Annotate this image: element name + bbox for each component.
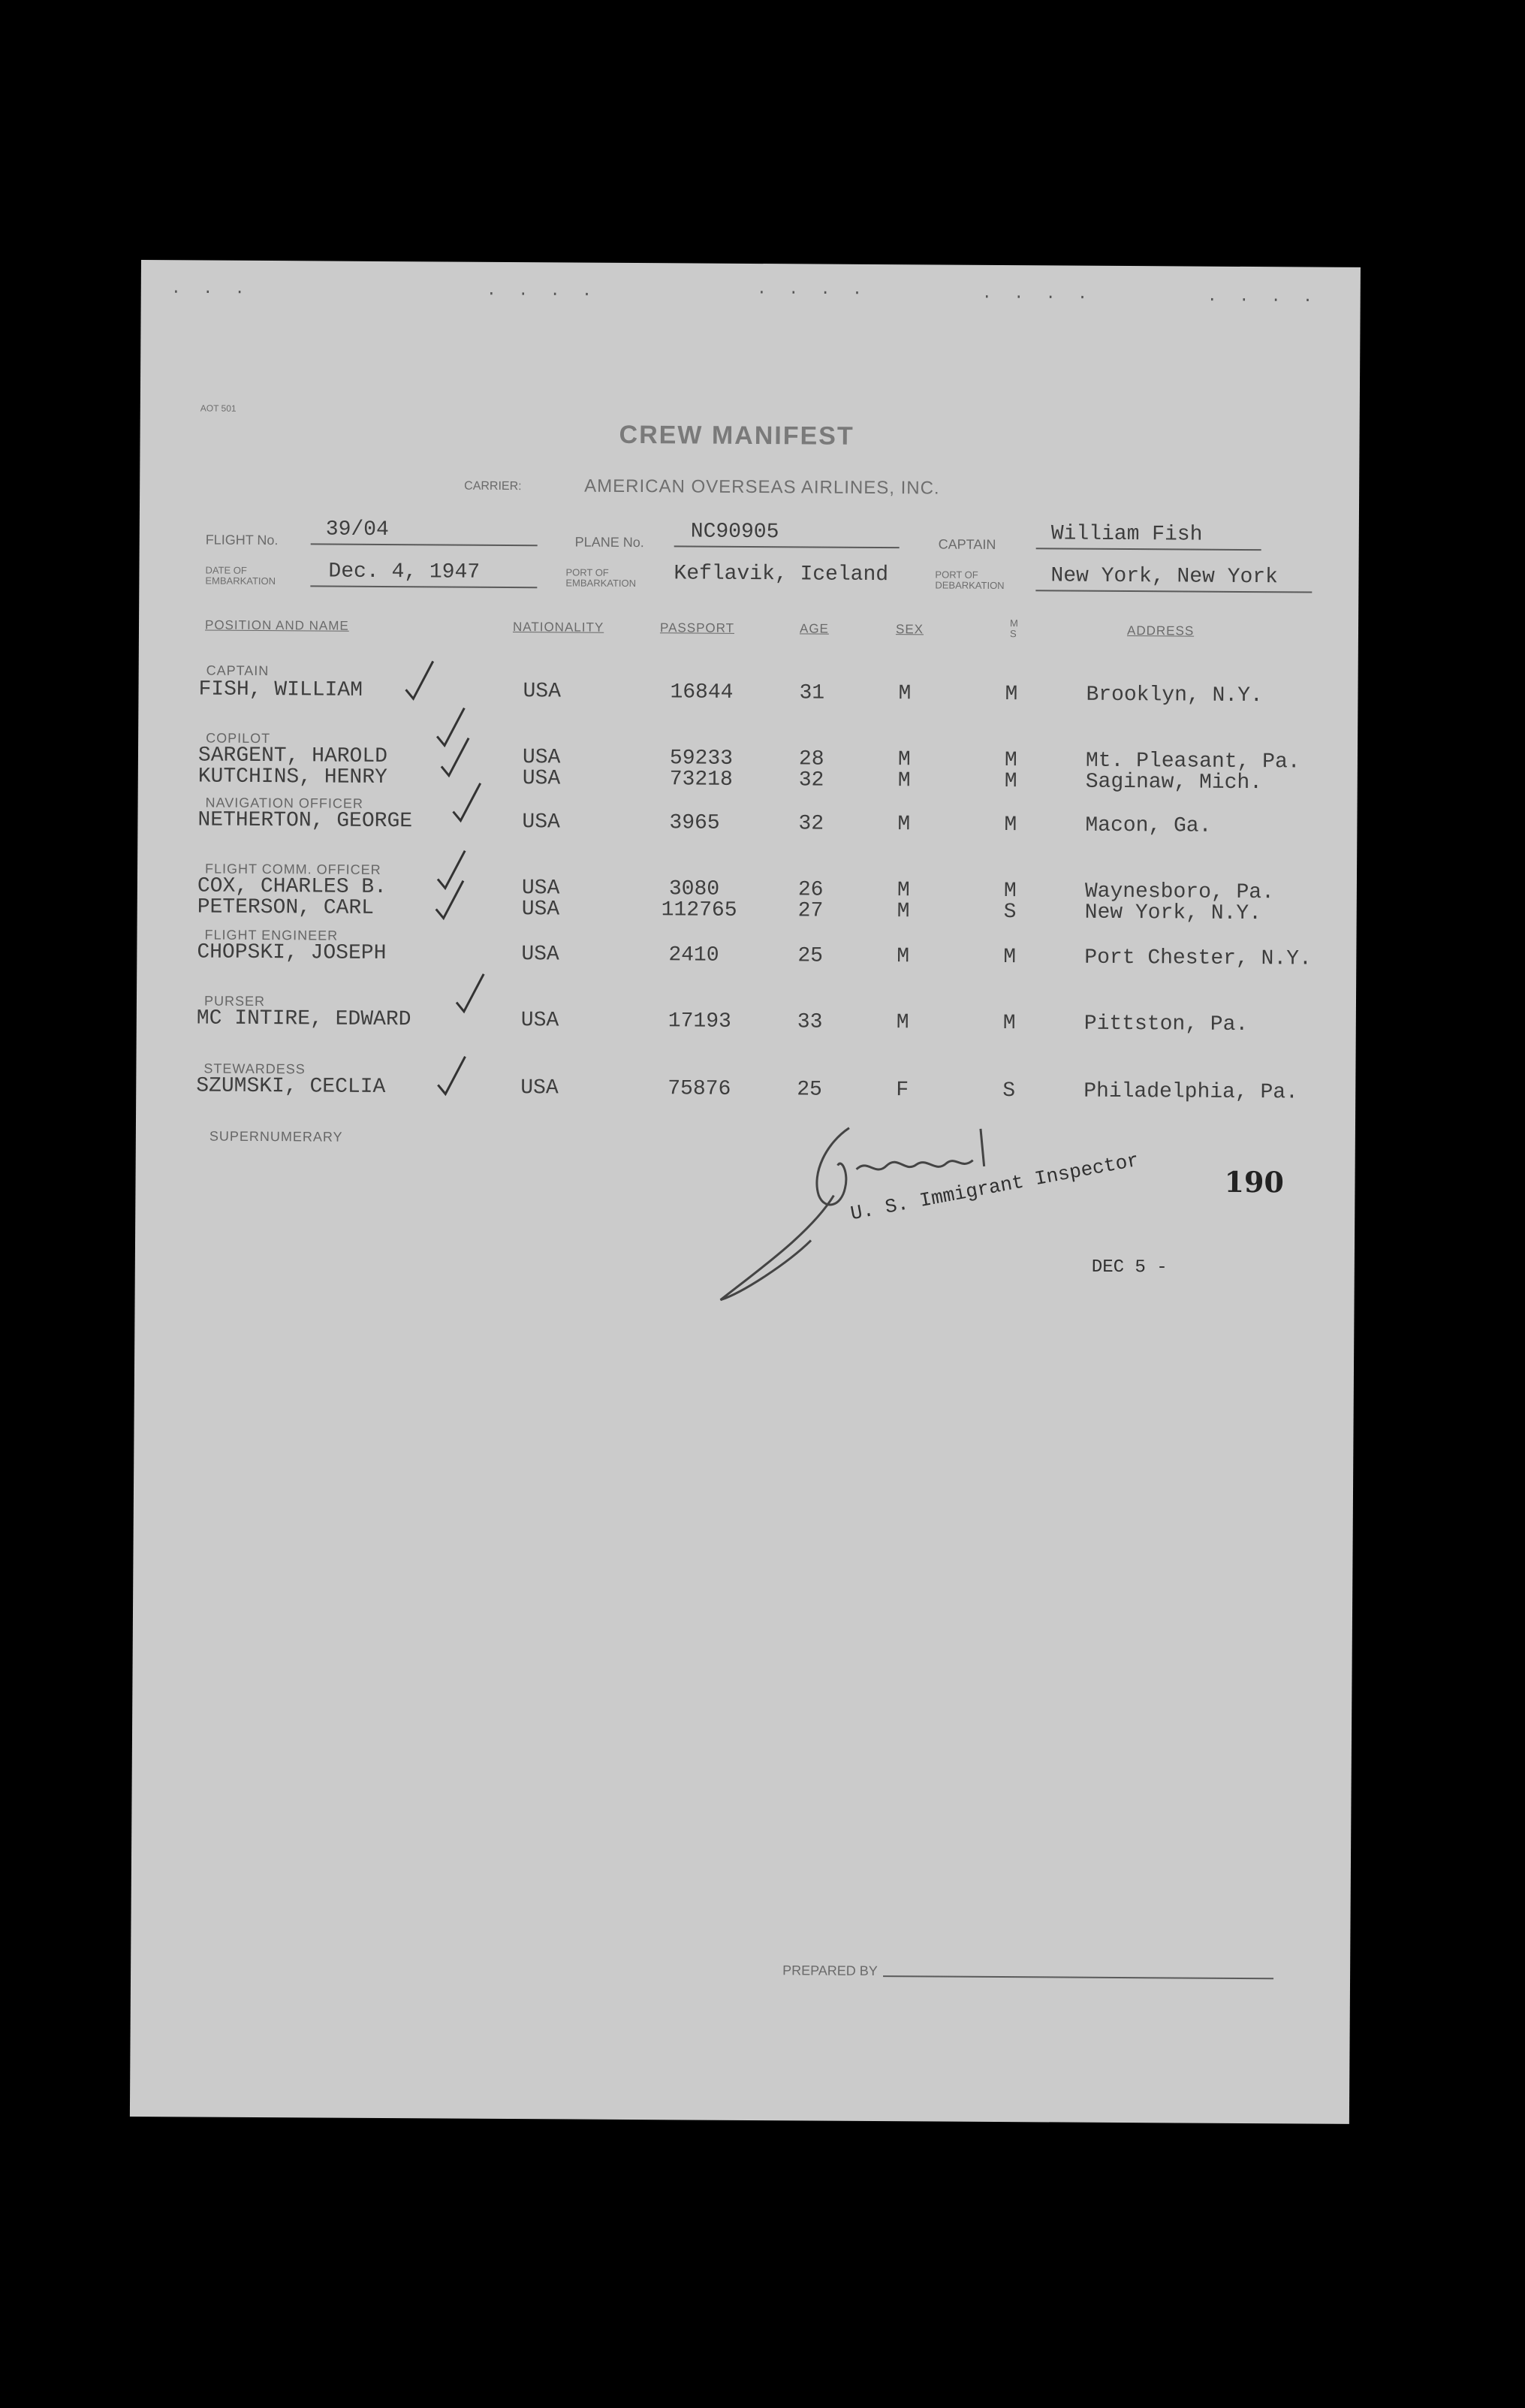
crew-passport: 73218: [669, 768, 733, 792]
crew-age: 25: [797, 1078, 822, 1102]
crew-sex: M: [896, 1011, 909, 1035]
date-label: DATE OF EMBARKATION: [205, 564, 276, 587]
crew-address: Port Chester, N.Y.: [1084, 946, 1312, 971]
position-title: PURSER: [203, 993, 266, 1009]
crew-age: 28: [798, 747, 824, 771]
crew-sex: M: [897, 945, 910, 969]
position-title: FLIGHT ENGINEER: [204, 927, 339, 943]
stamp-text: U. S. Immigrant Inspector: [848, 1148, 1141, 1226]
crew-address: Mt. Pleasant, Pa.: [1085, 749, 1300, 774]
crew-nationality: USA: [520, 1009, 559, 1033]
crew-name: MC INTIRE, EDWARD: [196, 1006, 411, 1032]
crew-nationality: USA: [521, 898, 560, 922]
flight-no-label: FLIGHT No.: [205, 532, 279, 548]
crew-name: FISH, WILLIAM: [198, 677, 363, 702]
crew-marital: M: [1002, 1012, 1016, 1036]
crew-address: Saginaw, Mich.: [1085, 770, 1263, 795]
position-title: CAPTAIN: [206, 662, 270, 679]
crew-passport: 112765: [661, 898, 737, 922]
plane-no-label: PLANE No.: [574, 534, 644, 551]
captain-value: William Fish: [1050, 522, 1203, 547]
plane-no-value: NC90905: [690, 520, 779, 545]
crew-address: Waynesboro, Pa.: [1084, 880, 1275, 905]
crew-age: 27: [797, 899, 824, 923]
crew-marital: M: [1004, 770, 1017, 794]
crew-passport: 59233: [669, 747, 734, 771]
crew-marital: M: [1003, 946, 1017, 970]
crew-marital: M: [1003, 880, 1017, 904]
check-mark-icon: [451, 780, 481, 825]
crew-nationality: USA: [522, 746, 561, 770]
punch-dots: · · · ·: [756, 283, 869, 303]
carrier-name: AMERICAN OVERSEAS AIRLINES, INC.: [584, 475, 940, 499]
crew-sex: M: [897, 769, 911, 793]
col-age: AGE: [799, 621, 829, 636]
punch-dots: · · · ·: [981, 287, 1094, 307]
position-title: FLIGHT COMM. OFFICER: [204, 861, 381, 877]
manifest-sheet: [130, 260, 1361, 2124]
crew-sex: M: [897, 813, 911, 837]
col-nationality: NATIONALITY: [512, 620, 604, 635]
crew-sex: M: [897, 900, 910, 924]
crew-nationality: USA: [522, 810, 560, 834]
crew-passport: 17193: [668, 1009, 731, 1034]
crew-passport: 75876: [668, 1077, 731, 1101]
flight-no-value: 39/04: [325, 518, 389, 542]
crew-name: CHOPSKI, JOSEPH: [197, 940, 387, 966]
crew-marital: M: [1004, 749, 1017, 773]
crew-age: 25: [797, 944, 824, 968]
port-debarkation-label: PORT OF DEBARKATION: [935, 569, 1005, 592]
check-mark-icon: [404, 658, 434, 703]
form-id: AOT 501: [200, 403, 237, 414]
punch-dots: · · · ·: [1207, 290, 1319, 310]
col-marital-status: M S: [1009, 617, 1018, 640]
page-number: 190: [1224, 1164, 1284, 1199]
punch-dots: · · ·: [170, 282, 251, 302]
position-title: COPILOT: [206, 730, 271, 747]
port-embarkation-label: PORT OF EMBARKATION: [565, 566, 637, 590]
crew-nationality: USA: [520, 1076, 559, 1100]
supernumerary-label: SUPERNUMERARY: [209, 1128, 343, 1145]
date-value: Dec. 4, 1947: [328, 560, 481, 584]
check-mark-icon: [436, 1053, 466, 1098]
crew-name: SARGENT, HAROLD: [197, 744, 388, 769]
crew-passport: 3965: [669, 811, 720, 835]
col-position-name: POSITION AND NAME: [204, 617, 349, 633]
crew-sex: M: [897, 748, 911, 772]
port-debarkation-value: New York, New York: [1050, 564, 1278, 590]
crew-address: Pittston, Pa.: [1083, 1012, 1249, 1037]
prepared-by-label: PREPARED BY: [782, 1963, 878, 1979]
crew-name: KUTCHINS, HENRY: [197, 765, 387, 790]
crew-address: Brooklyn, N.Y.: [1086, 683, 1263, 708]
crew-marital: S: [1002, 1079, 1016, 1103]
check-mark-icon: [435, 877, 465, 922]
crew-age: 32: [798, 768, 824, 792]
crew-nationality: USA: [523, 680, 562, 704]
check-mark-icon: [440, 735, 470, 780]
col-passport: PASSPORT: [659, 620, 735, 635]
crew-marital: M: [1005, 683, 1018, 707]
crew-marital: M: [1004, 813, 1017, 837]
punch-dots: · · · ·: [486, 284, 598, 304]
carrier-label: CARRIER:: [464, 479, 522, 493]
crew-address: Macon, Ga.: [1085, 813, 1212, 838]
crew-sex: M: [898, 682, 912, 706]
crew-nationality: USA: [521, 943, 559, 967]
crew-name: COX, CHARLES B.: [197, 874, 387, 900]
crew-address: New York, N.Y.: [1084, 901, 1262, 926]
port-embarkation-value: Keflavik, Iceland: [674, 562, 889, 587]
crew-marital: S: [1003, 901, 1017, 925]
crew-passport: 2410: [668, 943, 719, 967]
check-mark-icon: [455, 971, 485, 1016]
crew-passport: 3080: [668, 877, 720, 901]
crew-passport: 16844: [670, 680, 734, 705]
crew-address: Philadelphia, Pa.: [1083, 1079, 1299, 1105]
position-title: STEWARDESS: [203, 1061, 306, 1077]
crew-age: 33: [797, 1010, 823, 1034]
position-title: NAVIGATION OFFICER: [205, 795, 363, 811]
stamp-date: DEC 5 -: [1091, 1257, 1168, 1278]
form-title: CREW MANIFEST: [619, 420, 854, 451]
crew-nationality: USA: [521, 877, 560, 901]
captain-label: CAPTAIN: [938, 536, 996, 552]
crew-nationality: USA: [522, 767, 561, 791]
crew-age: 32: [798, 812, 824, 836]
crew-name: SZUMSKI, CECLIA: [196, 1074, 386, 1100]
crew-name: NETHERTON, GEORGE: [197, 808, 413, 834]
crew-sex: F: [896, 1079, 909, 1103]
col-sex: SEX: [895, 622, 924, 637]
col-address: ADDRESS: [1126, 623, 1195, 638]
crew-sex: M: [897, 879, 910, 903]
crew-age: 31: [799, 681, 825, 705]
crew-name: PETERSON, CARL: [197, 895, 375, 920]
crew-age: 26: [797, 878, 824, 902]
